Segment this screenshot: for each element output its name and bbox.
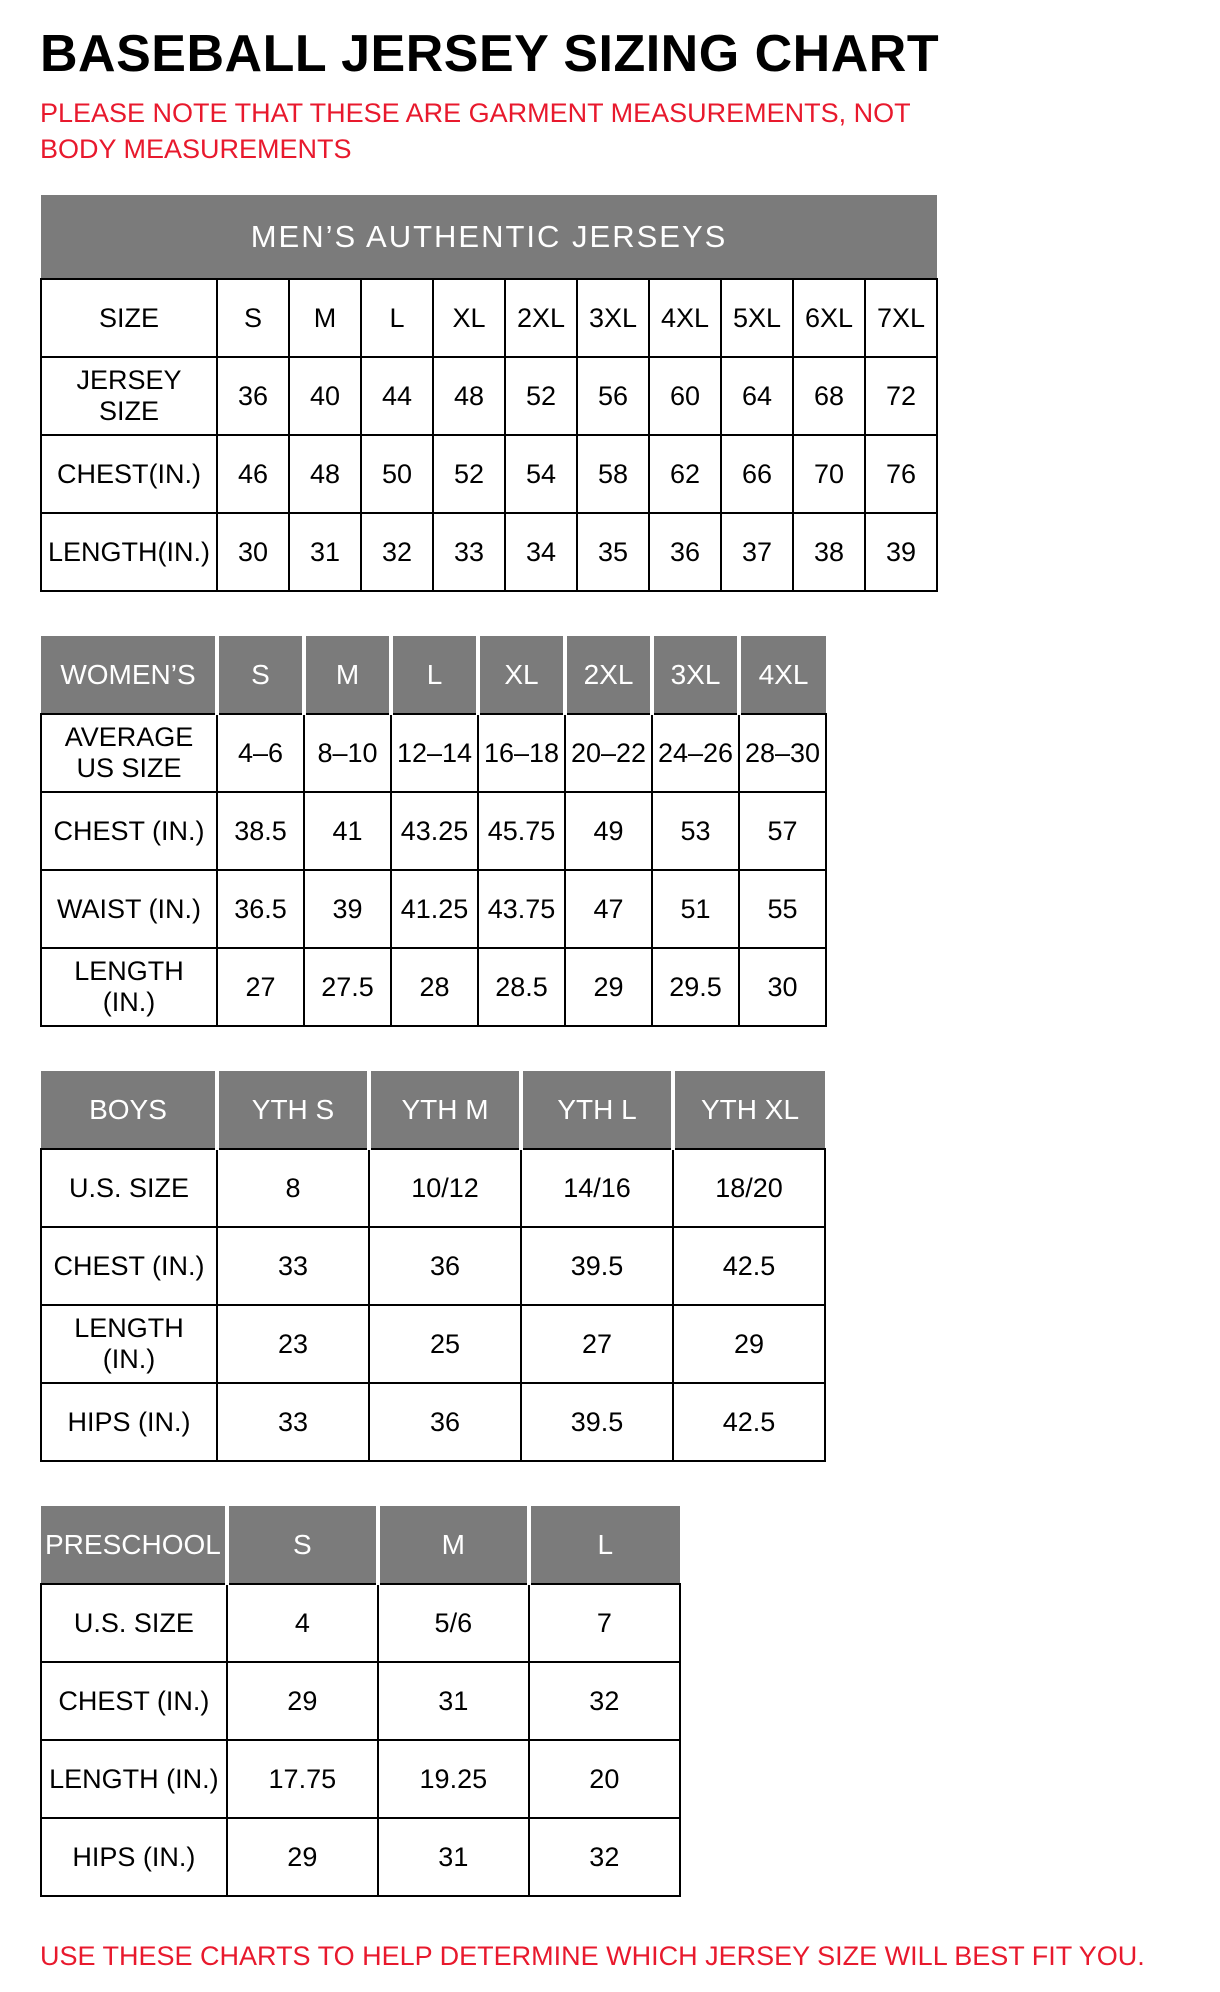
table-row-hips [41, 1383, 825, 1461]
value-cell: 54 [505, 435, 577, 513]
value-cell: 12–14 [391, 714, 478, 792]
value-cell: 23 [217, 1305, 369, 1383]
table-row-length [41, 1740, 680, 1818]
preschool-header-row [41, 1506, 680, 1584]
value-cell: 4–6 [217, 714, 304, 792]
table-row-us-size [41, 1149, 825, 1227]
value-cell: 39.5 [521, 1383, 673, 1461]
value-cell: 36 [217, 357, 289, 435]
value-cell: 38.5 [217, 792, 304, 870]
row-label: U.S. SIZE [41, 1584, 227, 1662]
row-label: WAIST (IN.) [41, 870, 217, 948]
row-label: CHEST (IN.) [41, 792, 217, 870]
size-header-cell: L [529, 1506, 680, 1584]
value-cell: 31 [378, 1818, 529, 1896]
row-label: LENGTH (IN.) [41, 1305, 217, 1383]
mens-jerseys-table [40, 195, 938, 592]
value-cell: 29 [227, 1818, 378, 1896]
table-row-us-size [41, 1584, 680, 1662]
boys-header-row [41, 1071, 825, 1149]
table-header-label: WOMEN’S [41, 636, 217, 714]
value-cell: 62 [649, 435, 721, 513]
table-row-length [41, 1305, 825, 1383]
value-cell: 45.75 [478, 792, 565, 870]
value-cell: 20 [529, 1740, 680, 1818]
value-cell: 20–22 [565, 714, 652, 792]
row-label: LENGTH(IN.) [41, 513, 217, 591]
size-cell: 6XL [793, 279, 865, 357]
row-label: LENGTH (IN.) [41, 1740, 227, 1818]
value-cell: 57 [739, 792, 826, 870]
row-label: LENGTH (IN.) [41, 948, 217, 1026]
value-cell: 39.5 [521, 1227, 673, 1305]
womens-header-row [41, 636, 826, 714]
value-cell: 76 [865, 435, 937, 513]
value-cell: 36 [369, 1383, 521, 1461]
size-cell: XL [433, 279, 505, 357]
value-cell: 50 [361, 435, 433, 513]
size-header-cell: YTH XL [673, 1071, 825, 1149]
preschool-jerseys-table [40, 1506, 681, 1897]
row-label: CHEST(IN.) [41, 435, 217, 513]
value-cell: 72 [865, 357, 937, 435]
value-cell: 52 [433, 435, 505, 513]
value-cell: 29.5 [652, 948, 739, 1026]
size-cell: L [361, 279, 433, 357]
value-cell: 33 [433, 513, 505, 591]
value-cell: 64 [721, 357, 793, 435]
value-cell: 28.5 [478, 948, 565, 1026]
row-label: AVERAGE US SIZE [41, 714, 217, 792]
size-header-cell: M [304, 636, 391, 714]
value-cell: 16–18 [478, 714, 565, 792]
value-cell: 70 [793, 435, 865, 513]
value-cell: 66 [721, 435, 793, 513]
size-header-cell: YTH M [369, 1071, 521, 1149]
table-row-length [41, 948, 826, 1026]
value-cell: 5/6 [378, 1584, 529, 1662]
table-row-us-size [41, 714, 826, 792]
value-cell: 36 [369, 1227, 521, 1305]
value-cell: 31 [378, 1662, 529, 1740]
value-cell: 34 [505, 513, 577, 591]
value-cell: 33 [217, 1383, 369, 1461]
value-cell: 25 [369, 1305, 521, 1383]
value-cell: 43.25 [391, 792, 478, 870]
value-cell: 28 [391, 948, 478, 1026]
table-row-waist [41, 870, 826, 948]
value-cell: 42.5 [673, 1227, 825, 1305]
value-cell: 55 [739, 870, 826, 948]
table-header-label: BOYS [41, 1071, 217, 1149]
value-cell: 36 [649, 513, 721, 591]
size-cell: 3XL [577, 279, 649, 357]
size-header-cell: S [217, 636, 304, 714]
fit-advice-footer: USE THESE CHARTS TO HELP DETERMINE WHICH JERSEY SIZE WILL BEST FIT YOU. [40, 1941, 1145, 1972]
size-cell: M [289, 279, 361, 357]
value-cell: 56 [577, 357, 649, 435]
mens-table-title-row [41, 195, 937, 279]
value-cell: 53 [652, 792, 739, 870]
value-cell: 49 [565, 792, 652, 870]
value-cell: 4 [227, 1584, 378, 1662]
value-cell: 29 [565, 948, 652, 1026]
value-cell: 52 [505, 357, 577, 435]
value-cell: 48 [289, 435, 361, 513]
value-cell: 36.5 [217, 870, 304, 948]
value-cell: 32 [529, 1818, 680, 1896]
table-row-chest [41, 1662, 680, 1740]
boys-jerseys-table [40, 1071, 826, 1462]
value-cell: 27 [521, 1305, 673, 1383]
table-row-chest [41, 792, 826, 870]
size-cell: 2XL [505, 279, 577, 357]
womens-jerseys-table [40, 636, 827, 1027]
size-header-cell: L [391, 636, 478, 714]
size-header-cell: YTH S [217, 1071, 369, 1149]
table-row-jersey-size [41, 357, 937, 435]
value-cell: 27.5 [304, 948, 391, 1026]
size-header-cell: M [378, 1506, 529, 1584]
value-cell: 38 [793, 513, 865, 591]
value-cell: 39 [304, 870, 391, 948]
value-cell: 30 [217, 513, 289, 591]
value-cell: 8–10 [304, 714, 391, 792]
value-cell: 37 [721, 513, 793, 591]
value-cell: 41.25 [391, 870, 478, 948]
value-cell: 32 [529, 1662, 680, 1740]
value-cell: 32 [361, 513, 433, 591]
table-row-chest [41, 435, 937, 513]
value-cell: 46 [217, 435, 289, 513]
value-cell: 41 [304, 792, 391, 870]
value-cell: 39 [865, 513, 937, 591]
value-cell: 14/16 [521, 1149, 673, 1227]
value-cell: 17.75 [227, 1740, 378, 1818]
table-row-chest [41, 1227, 825, 1305]
row-label: CHEST (IN.) [41, 1662, 227, 1740]
value-cell: 29 [673, 1305, 825, 1383]
value-cell: 40 [289, 357, 361, 435]
table-header-label: PRESCHOOL [41, 1506, 227, 1584]
value-cell: 31 [289, 513, 361, 591]
value-cell: 33 [217, 1227, 369, 1305]
table-row-size [41, 279, 937, 357]
value-cell: 44 [361, 357, 433, 435]
value-cell: 30 [739, 948, 826, 1026]
row-label: SIZE [41, 279, 217, 357]
value-cell: 58 [577, 435, 649, 513]
value-cell: 24–26 [652, 714, 739, 792]
value-cell: 35 [577, 513, 649, 591]
row-label: HIPS (IN.) [41, 1818, 227, 1896]
value-cell: 42.5 [673, 1383, 825, 1461]
value-cell: 68 [793, 357, 865, 435]
value-cell: 7 [529, 1584, 680, 1662]
row-label: JERSEY SIZE [41, 357, 217, 435]
value-cell: 19.25 [378, 1740, 529, 1818]
mens-table-title: MEN’S AUTHENTIC JERSEYS [41, 195, 937, 279]
value-cell: 27 [217, 948, 304, 1026]
row-label: CHEST (IN.) [41, 1227, 217, 1305]
value-cell: 29 [227, 1662, 378, 1740]
value-cell: 51 [652, 870, 739, 948]
size-header-cell: YTH L [521, 1071, 673, 1149]
size-header-cell: 2XL [565, 636, 652, 714]
size-cell: 5XL [721, 279, 793, 357]
size-cell: 4XL [649, 279, 721, 357]
value-cell: 48 [433, 357, 505, 435]
value-cell: 18/20 [673, 1149, 825, 1227]
table-row-hips [41, 1818, 680, 1896]
size-header-cell: 4XL [739, 636, 826, 714]
value-cell: 28–30 [739, 714, 826, 792]
size-header-cell: XL [478, 636, 565, 714]
garment-measurement-note: PLEASE NOTE THAT THESE ARE GARMENT MEASUREMENTS, NOT BODY MEASUREMENTS [40, 98, 911, 164]
size-header-cell: S [227, 1506, 378, 1584]
size-cell: S [217, 279, 289, 357]
table-row-length [41, 513, 937, 591]
row-label: HIPS (IN.) [41, 1383, 217, 1461]
size-cell: 7XL [865, 279, 937, 357]
value-cell: 47 [565, 870, 652, 948]
value-cell: 43.75 [478, 870, 565, 948]
value-cell: 60 [649, 357, 721, 435]
value-cell: 8 [217, 1149, 369, 1227]
value-cell: 10/12 [369, 1149, 521, 1227]
page-title: BASEBALL JERSEY SIZING CHART [40, 25, 940, 83]
size-header-cell: 3XL [652, 636, 739, 714]
row-label: U.S. SIZE [41, 1149, 217, 1227]
